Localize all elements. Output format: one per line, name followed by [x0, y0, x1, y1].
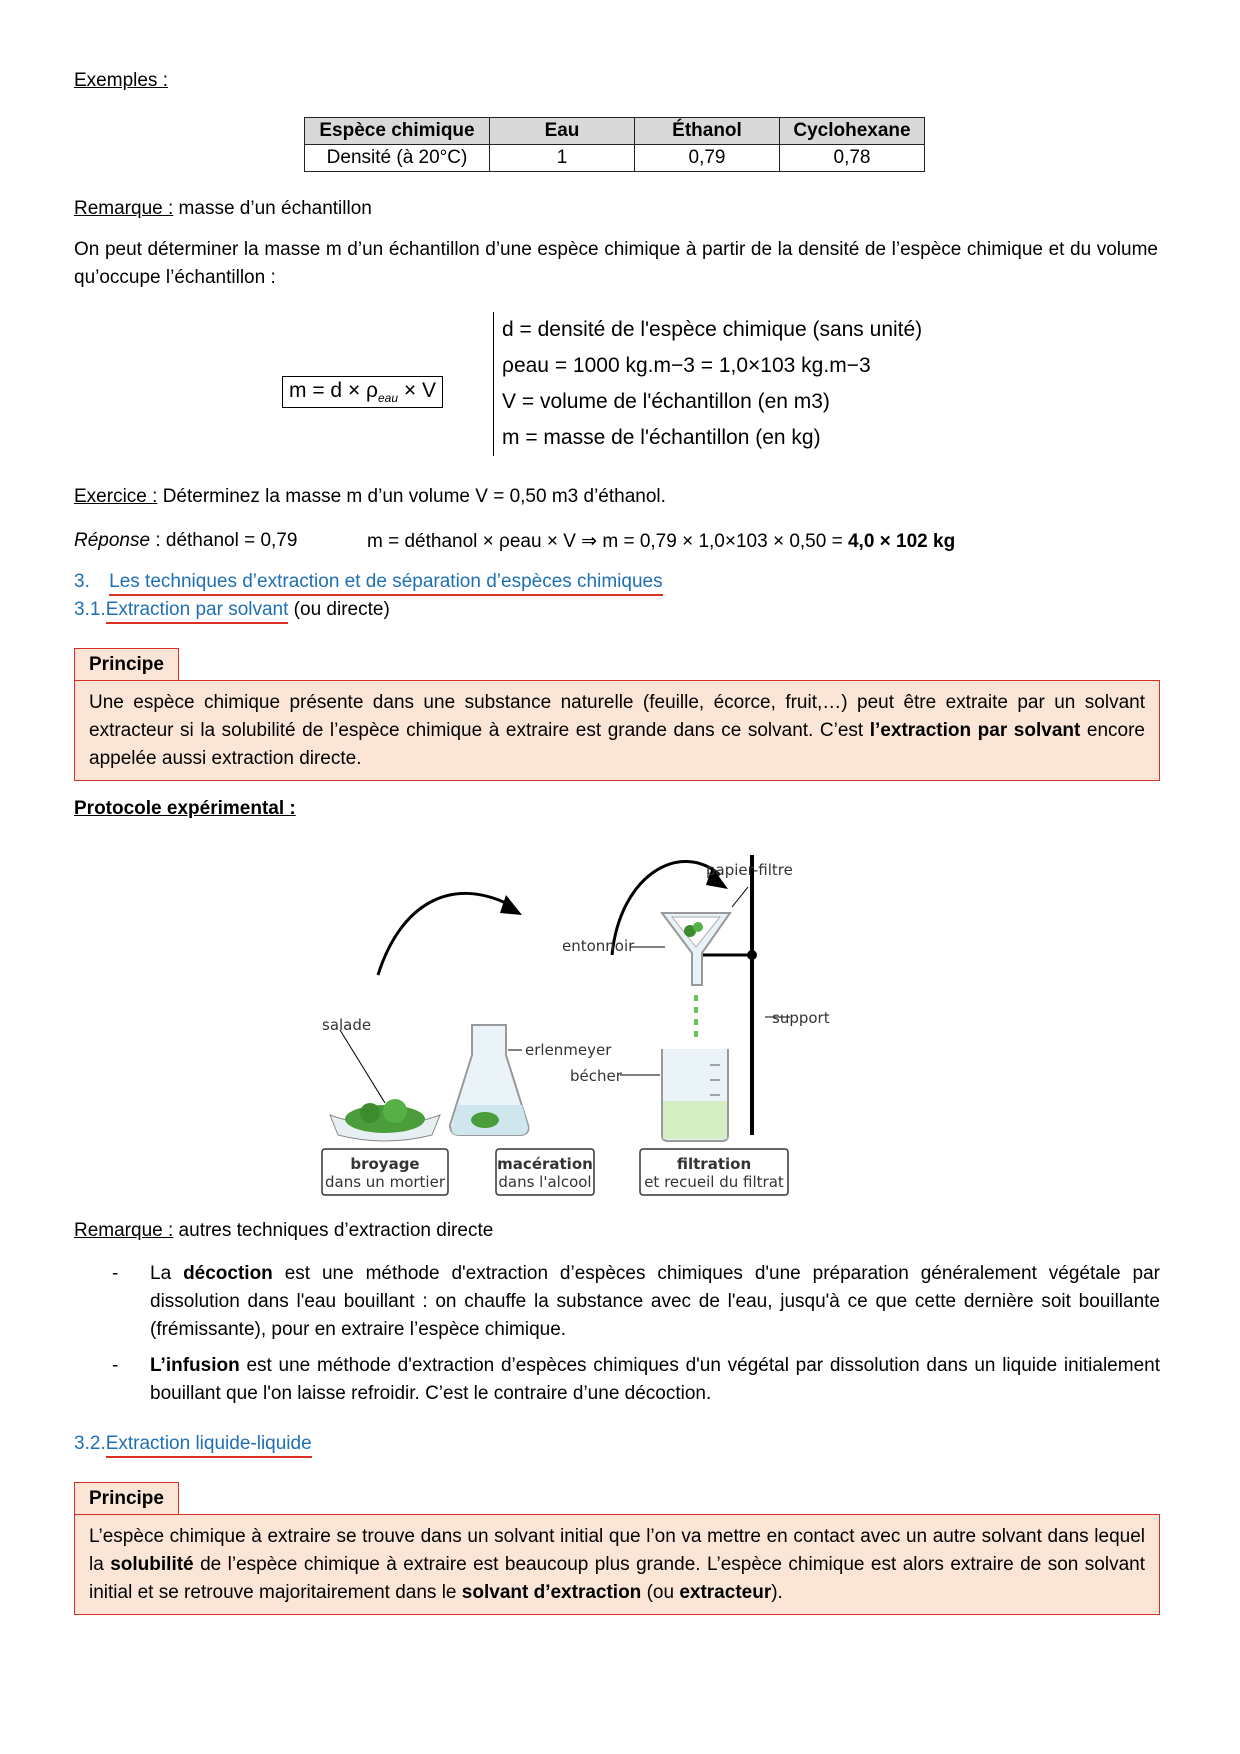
step-maceration-sub: dans l'alcool: [498, 1173, 592, 1191]
table-header-cell: Éthanol: [635, 118, 780, 145]
table-cell: 0,79: [635, 145, 780, 172]
examples-label: Exemples :: [74, 70, 168, 91]
section-3-1-suffix: (ou directe): [288, 599, 390, 620]
section-3-2-number: 3.2.: [74, 1433, 106, 1454]
remark2-label: Remarque :: [74, 1220, 174, 1241]
beaker-icon: [662, 1049, 728, 1141]
table-header-cell: Espèce chimique: [305, 118, 490, 145]
label-papier: papier-filtre: [706, 861, 793, 879]
legend-line: m = masse de l'échantillon (en kg): [502, 426, 821, 449]
answer-result: 4,0 × 102 kg: [847, 531, 956, 552]
label-becher: bécher: [570, 1067, 622, 1085]
principe-text: Une espèce chimique présente dans une substance naturelle (feuille, écorce, fruit,…) peut être extraite par un solvant extracteur si la solubilité de l’espèce chimique à extraire est grande dans ce solvant. C’est l’extraction par solvant encore appelée aussi extraction directe.: [89, 692, 1146, 769]
list-item: - L’infusion est une méthode d'extraction d’espèces chimiques d'un végétal par dissolution dans un liquide initialement bouillant que l'on laisse refroidir. C’est le contraire d’une décoction.: [112, 1355, 1160, 1404]
protocol-diagram: [300, 835, 940, 1205]
principe-box: [74, 680, 1160, 781]
table-header-row: [305, 118, 925, 145]
step-filtration-sub: et recueil du filtrat: [644, 1173, 784, 1191]
technique-list: [74, 1260, 1160, 1416]
table-cell: Densité (à 20°C): [305, 145, 490, 172]
section-3-1-number: 3.1.: [74, 599, 106, 620]
principe2-tag: Principe: [74, 1482, 179, 1515]
legend-line: ρeau = 1000 kg.m−3 = 1,0×103 kg.m−3: [502, 354, 871, 377]
section-3-number: 3.: [74, 571, 90, 592]
legend-line: d = densité de l'espèce chimique (sans unité): [502, 318, 923, 341]
list-item: - La décoction est une méthode d'extraction d’espèces chimiques d'une préparation généralement végétale par dissolution dans l'eau bouillant : on chauffe la substance avec de l'eau, jusqu'à ce que cette dernière soit bouillante (frémissante), pour en extraire l’espèce chimique.: [112, 1263, 1161, 1340]
step-broyage: broyage: [350, 1155, 420, 1173]
arrow-1: [378, 893, 510, 975]
step-filtration: filtration: [676, 1155, 752, 1173]
section-3-2-heading: [74, 1432, 312, 1458]
section-3-heading: [74, 570, 663, 596]
exercise-text: Déterminez la masse m d’un volume V = 0,50 m3 d’éthanol.: [157, 486, 666, 507]
formula-sub: eau: [377, 391, 399, 406]
erlenmeyer-icon: [450, 1025, 528, 1135]
label-entonnoir: entonnoir: [562, 937, 635, 955]
exercise: [74, 486, 666, 508]
section-3-1-title: Extraction par solvant: [106, 598, 289, 624]
drops: [694, 995, 698, 1037]
mortar-icon: [330, 1099, 440, 1141]
principe-tag: Principe: [74, 648, 179, 681]
funnel-icon: [662, 913, 730, 985]
density-table: [304, 117, 925, 172]
step-maceration: macération: [497, 1155, 593, 1173]
step-broyage-sub: dans un mortier: [325, 1173, 445, 1191]
answer: [74, 530, 297, 552]
section-3-2-title: Extraction liquide-liquide: [106, 1432, 312, 1458]
label-support: support: [772, 1009, 830, 1027]
label-salade: salade: [322, 1016, 372, 1034]
formula-lhs: m = d × ρ: [289, 379, 378, 402]
legend-line: V = volume de l'échantillon (en m3): [502, 390, 830, 413]
remark-mass: [74, 198, 372, 220]
remark-label: Remarque :: [74, 198, 174, 219]
table-cell: 0,78: [780, 145, 925, 172]
section-3-1-heading: [74, 598, 390, 624]
table-row: [305, 145, 925, 172]
label-erlenmeyer: erlenmeyer: [525, 1041, 612, 1059]
principe2-text: L’espèce chimique à extraire se trouve dans un solvant initial que l’on va mettre en contact avec un autre solvant dans lequel la solubilité de l’espèce chimique à extraire est beaucoup plus grande. L’espèce chimique est alors extraire de son solvant initial et se retrouve majoritairement dans le solvant d’extraction (ou extracteur).: [89, 1526, 1145, 1603]
remark-title: masse d’un échantillon: [173, 198, 372, 219]
protocol-title: Protocole expérimental :: [74, 798, 296, 819]
formula-legend: [493, 312, 922, 456]
remark-techniques: [74, 1220, 493, 1242]
remark-text: On peut déterminer la masse m d’un échantillon d’une espèce chimique à partir de la densité de l’espèce chimique et du volume qu’occupe l’échantillon :: [74, 239, 1158, 288]
answer-part1: : déthanol = 0,79: [150, 530, 298, 551]
answer-part2: m = déthanol × ρeau × V ⇒ m = 0,79 × 1,0×103 × 0,50 =: [367, 531, 848, 552]
section-3-title: Les techniques d’extraction et de séparation d’espèces chimiques: [109, 570, 662, 596]
answer-label: Réponse: [74, 530, 151, 551]
table-header-cell: Eau: [490, 118, 635, 145]
exercise-label: Exercice :: [74, 486, 158, 507]
remark2-title: autres techniques d’extraction directe: [173, 1220, 494, 1241]
table-cell: 1: [490, 145, 635, 172]
answer-calc: [367, 530, 955, 553]
table-header-cell: Cyclohexane: [780, 118, 925, 145]
principe2-box: [74, 1514, 1160, 1615]
mass-formula: [282, 376, 443, 408]
formula-rhs: × V: [398, 379, 436, 402]
